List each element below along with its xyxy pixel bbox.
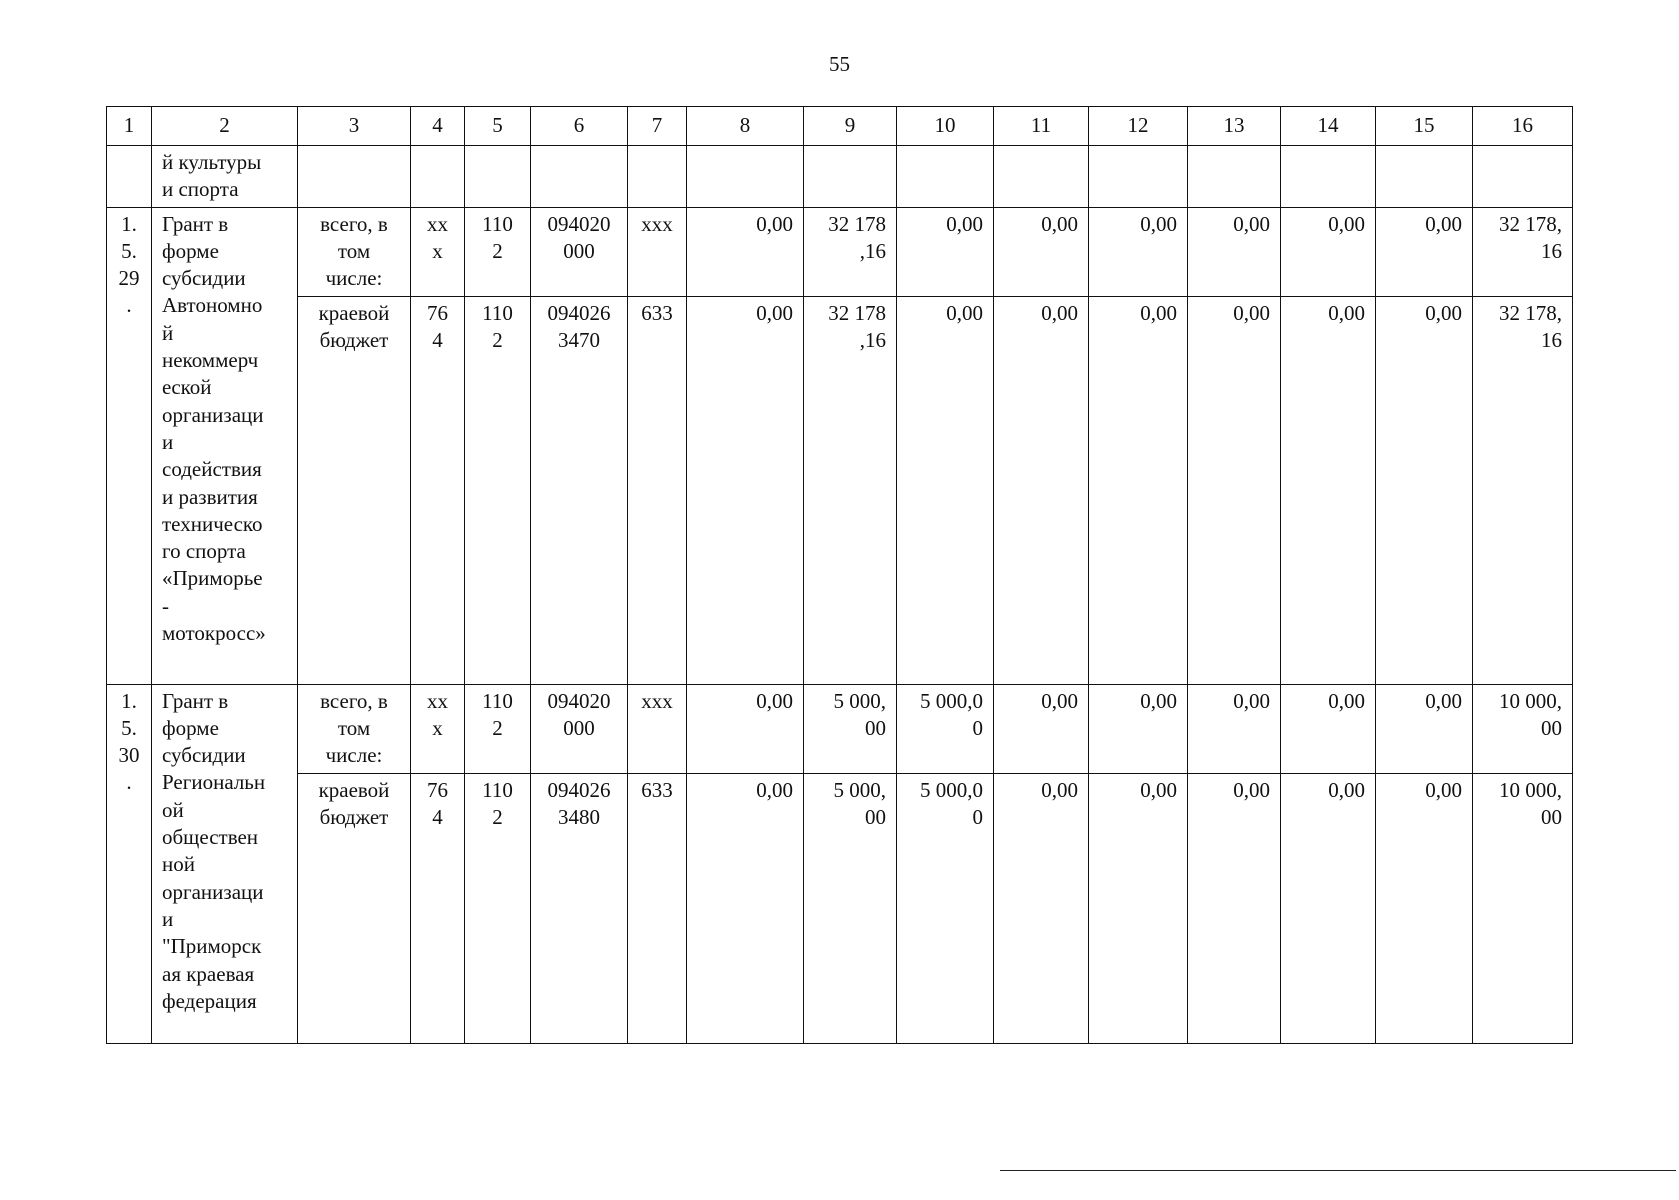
cell-col11: 0,00 bbox=[994, 296, 1089, 684]
column-header-8: 8 bbox=[687, 107, 804, 146]
item-number: 1. 5. 29 . bbox=[107, 207, 152, 684]
cell-col10: 5 000,0 0 bbox=[897, 684, 994, 773]
budget-type: всего, в том числе: bbox=[298, 207, 411, 296]
cell-col7: ххх bbox=[628, 684, 687, 773]
cell-col7: ххх bbox=[628, 207, 687, 296]
cell-col12: 0,00 bbox=[1089, 207, 1188, 296]
cell-empty bbox=[1188, 146, 1281, 208]
cell-col6: 094020 000 bbox=[531, 207, 628, 296]
cell-col16: 10 000, 00 bbox=[1473, 773, 1573, 1043]
page-number: 55 bbox=[829, 52, 850, 76]
cell-empty bbox=[411, 146, 465, 208]
table-row bbox=[107, 296, 1573, 684]
cell-empty bbox=[1473, 146, 1573, 208]
column-header-16: 16 bbox=[1473, 107, 1573, 146]
cell-col11: 0,00 bbox=[994, 207, 1089, 296]
cell-col4: хх х bbox=[411, 207, 465, 296]
cell-col11: 0,00 bbox=[994, 773, 1089, 1043]
cell-col13: 0,00 bbox=[1188, 207, 1281, 296]
cell-col13: 0,00 bbox=[1188, 684, 1281, 773]
cell-col16: 10 000, 00 bbox=[1473, 684, 1573, 773]
cell-col14: 0,00 bbox=[1281, 773, 1376, 1043]
cell-col9: 5 000, 00 bbox=[804, 773, 897, 1043]
column-header-6: 6 bbox=[531, 107, 628, 146]
cell-col4: 76 4 bbox=[411, 773, 465, 1043]
item-number: 1. 5. 30 . bbox=[107, 684, 152, 1043]
cell-col9: 5 000, 00 bbox=[804, 684, 897, 773]
cell-col5: 110 2 bbox=[465, 773, 531, 1043]
cell-col12: 0,00 bbox=[1089, 296, 1188, 684]
column-header-4: 4 bbox=[411, 107, 465, 146]
cell-col8: 0,00 bbox=[687, 296, 804, 684]
cell-col9: 32 178 ,16 bbox=[804, 296, 897, 684]
column-header-7: 7 bbox=[628, 107, 687, 146]
column-header-11: 11 bbox=[994, 107, 1089, 146]
budget-type: краевой бюджет bbox=[298, 296, 411, 684]
cell-empty bbox=[897, 146, 994, 208]
cell-col15: 0,00 bbox=[1376, 773, 1473, 1043]
cell-col8: 0,00 bbox=[687, 684, 804, 773]
column-header-13: 13 bbox=[1188, 107, 1281, 146]
column-header-1: 1 bbox=[107, 107, 152, 146]
column-header-5: 5 bbox=[465, 107, 531, 146]
cell-empty bbox=[298, 146, 411, 208]
cell-empty bbox=[1376, 146, 1473, 208]
column-header-3: 3 bbox=[298, 107, 411, 146]
cell-col14: 0,00 bbox=[1281, 207, 1376, 296]
table-row bbox=[107, 684, 1573, 773]
cell-empty bbox=[994, 146, 1089, 208]
cell-col5: 110 2 bbox=[465, 684, 531, 773]
cell-col6: 094020 000 bbox=[531, 684, 628, 773]
item-name: Грант в форме субсидии Региональн ой обществен ной организаци и "Приморск ая краевая федерация bbox=[152, 684, 298, 1043]
budget-table bbox=[106, 106, 1573, 1044]
continuation-name: й культуры и спорта bbox=[152, 146, 298, 208]
continuation-row bbox=[107, 146, 1573, 208]
cell-empty bbox=[628, 146, 687, 208]
cell-col11: 0,00 bbox=[994, 684, 1089, 773]
cell-col16: 32 178, 16 bbox=[1473, 296, 1573, 684]
cell-col16: 32 178, 16 bbox=[1473, 207, 1573, 296]
cell-col4: 76 4 bbox=[411, 296, 465, 684]
item-name: Грант в форме субсидии Автономно й некоммерч eской организаци и содействия и развития техническо го спорта «Приморье - мотокросс» bbox=[152, 207, 298, 684]
table-row bbox=[107, 773, 1573, 1043]
cell-col15: 0,00 bbox=[1376, 207, 1473, 296]
cell-col10: 0,00 bbox=[897, 296, 994, 684]
cell-col7: 633 bbox=[628, 773, 687, 1043]
cell-empty bbox=[465, 146, 531, 208]
footer-rule bbox=[1000, 1170, 1676, 1171]
cell-col8: 0,00 bbox=[687, 773, 804, 1043]
cell-col13: 0,00 bbox=[1188, 773, 1281, 1043]
cell-col12: 0,00 bbox=[1089, 773, 1188, 1043]
cell-col4: хх х bbox=[411, 684, 465, 773]
cell-col9: 32 178 ,16 bbox=[804, 207, 897, 296]
cell-col15: 0,00 bbox=[1376, 296, 1473, 684]
cell-col7: 633 bbox=[628, 296, 687, 684]
cell-col6: 094026 3480 bbox=[531, 773, 628, 1043]
cell-empty bbox=[1281, 146, 1376, 208]
cell-col6: 094026 3470 bbox=[531, 296, 628, 684]
cell-empty bbox=[107, 146, 152, 208]
cell-empty bbox=[804, 146, 897, 208]
cell-col5: 110 2 bbox=[465, 207, 531, 296]
cell-col14: 0,00 bbox=[1281, 684, 1376, 773]
column-header-10: 10 bbox=[897, 107, 994, 146]
cell-col10: 5 000,0 0 bbox=[897, 773, 994, 1043]
column-header-9: 9 bbox=[804, 107, 897, 146]
column-header-2: 2 bbox=[152, 107, 298, 146]
column-header-15: 15 bbox=[1376, 107, 1473, 146]
budget-type: краевой бюджет bbox=[298, 773, 411, 1043]
cell-empty bbox=[1089, 146, 1188, 208]
cell-empty bbox=[687, 146, 804, 208]
cell-col10: 0,00 bbox=[897, 207, 994, 296]
cell-col5: 110 2 bbox=[465, 296, 531, 684]
cell-col8: 0,00 bbox=[687, 207, 804, 296]
table-header bbox=[107, 107, 1573, 146]
column-header-12: 12 bbox=[1089, 107, 1188, 146]
table-row bbox=[107, 207, 1573, 296]
column-header-14: 14 bbox=[1281, 107, 1376, 146]
cell-col14: 0,00 bbox=[1281, 296, 1376, 684]
cell-empty bbox=[531, 146, 628, 208]
cell-col15: 0,00 bbox=[1376, 684, 1473, 773]
cell-col13: 0,00 bbox=[1188, 296, 1281, 684]
budget-type: всего, в том числе: bbox=[298, 684, 411, 773]
cell-col12: 0,00 bbox=[1089, 684, 1188, 773]
header-row bbox=[107, 107, 1573, 146]
